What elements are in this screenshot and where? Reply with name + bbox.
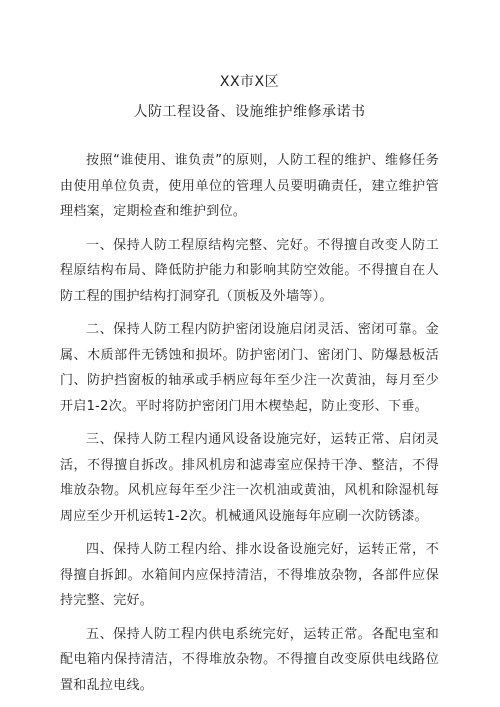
region-title: XX市X区: [219, 74, 280, 90]
paragraph-water-supply: 四、保持人防工程内给、排水设备设施完好，运转正常，不得擅自拆卸。水箱间内应保持清洁，不得堆放杂物，各部件应保持完整、完好。: [60, 542, 439, 608]
paragraph-structure: 一、保持人防工程原结构完整、完好。不得擅自改变人防工程原结构布局、降低防护能力和影响其防空效能。不得擅自在人防工程的围护结构打洞穿孔（顶板及外墙等）。: [60, 237, 439, 304]
paragraph-ventilation: 三、保持人防工程内通风设备设施完好，运转正常、启闭灵活，不得擅自拆改。排风机房和滤毒室应保持干净、整洁，不得堆放杂物。风机应每年至少注一次机油或黄油，风机和除湿机每周应至少开机运转1-2次。机械通风设施每年应刷一次防锈漆。: [60, 432, 439, 524]
paragraph-protective-doors: 二、保持人防工程内防护密闭设施启闭灵活、密闭可靠。金属、木质部件无锈蚀和损坏。防护密闭门、密闭门、防爆悬板活门、防护挡窗板的轴承或手柄应每年至少注一次黄油，每月至少开启1-2次。平时将防护密闭门用木楔垫起，防止变形、下垂。: [60, 322, 439, 414]
paragraph-power-supply: 五、保持人防工程内供电系统完好，运转正常。各配电室和配电箱内保持清洁，不得堆放杂物。不得擅自改变原供电线路位置和乱拉电线。: [60, 626, 439, 693]
paragraph-intro: 按照“谁使用、谁负责”的原则，人防工程的维护、维修任务由使用单位负责，使用单位的管理人员要明确责任，建立维护管理档案，定期检查和维护到位。: [60, 153, 439, 219]
document-title: 人防工程设备、设施维护维修承诺书: [133, 104, 366, 120]
document-body: [60, 148, 439, 698]
